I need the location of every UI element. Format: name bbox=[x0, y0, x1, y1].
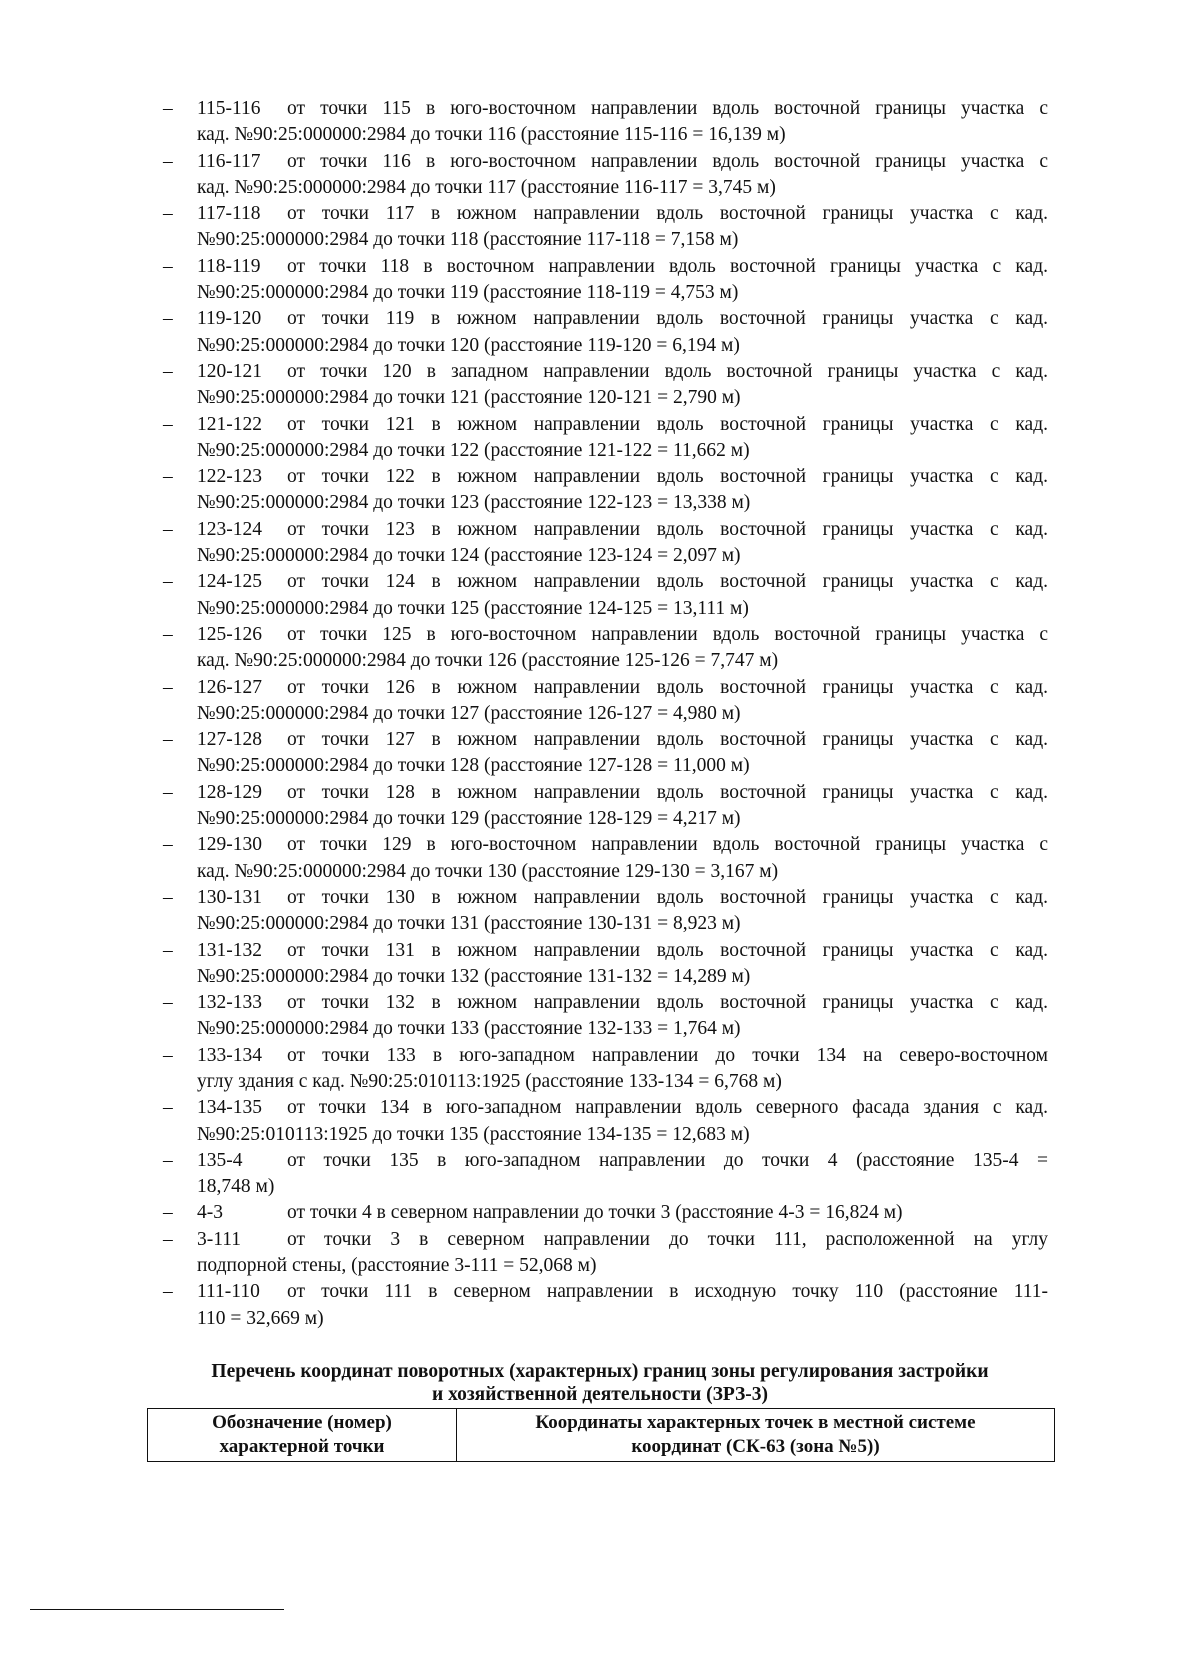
item-line2: №90:25:000000:2984 до точки 131 (расстояние 130-131 = 8,923 м) bbox=[197, 913, 741, 935]
list-dash: – bbox=[163, 781, 173, 803]
list-dash: – bbox=[163, 834, 173, 856]
segment-code: 123-124 bbox=[197, 518, 262, 540]
item-line1 bbox=[197, 1279, 1048, 1305]
list-dash: – bbox=[163, 1149, 173, 1171]
item-line1 bbox=[197, 1227, 1048, 1253]
segment-code: 4-3 bbox=[197, 1202, 223, 1224]
segment-text: от точки 118 в восточном направлении вдоль восточной границы участка с кад. bbox=[287, 255, 1048, 277]
segment-code: 121-122 bbox=[197, 413, 262, 435]
list-dash: – bbox=[163, 623, 173, 645]
item-line2: 110 = 32,669 м) bbox=[197, 1307, 324, 1329]
list-dash: – bbox=[163, 886, 173, 908]
segment-text: от точки 135 в юго-западном направлении до точки 4 (расстояние 135-4 = bbox=[287, 1149, 1048, 1171]
list-item bbox=[163, 832, 1048, 885]
segment-text: от точки 124 в южном направлении вдоль восточной границы участка с кад. bbox=[287, 571, 1048, 593]
segment-text: от точки 131 в южном направлении вдоль восточной границы участка с кад. bbox=[287, 939, 1048, 961]
segment-code: 125-126 bbox=[197, 623, 262, 645]
item-line2: №90:25:000000:2984 до точки 128 (расстояние 127-128 = 11,000 м) bbox=[197, 755, 750, 777]
segment-code: 126-127 bbox=[197, 676, 262, 698]
segment-code: 134-135 bbox=[197, 1097, 262, 1119]
header-point-number bbox=[148, 1409, 457, 1462]
item-line1 bbox=[197, 727, 1048, 753]
segment-code: 118-119 bbox=[197, 255, 261, 277]
item-line1 bbox=[197, 359, 1048, 385]
list-item bbox=[163, 412, 1048, 465]
list-dash: – bbox=[163, 1097, 173, 1119]
item-line1 bbox=[197, 1043, 1048, 1069]
segment-code: 127-128 bbox=[197, 729, 262, 751]
list-item bbox=[163, 254, 1048, 307]
item-line1 bbox=[197, 149, 1048, 175]
item-line2: углу здания с кад. №90:25:010113:1925 (расстояние 133-134 = 6,768 м) bbox=[197, 1070, 782, 1092]
segment-text: от точки 132 в южном направлении вдоль восточной границы участка с кад. bbox=[287, 992, 1048, 1014]
segment-code: 135-4 bbox=[197, 1149, 243, 1171]
table-header-row bbox=[148, 1409, 1055, 1462]
item-line1 bbox=[197, 885, 1048, 911]
list-item bbox=[163, 780, 1048, 833]
list-dash: – bbox=[163, 360, 173, 382]
coordinates-table bbox=[147, 1408, 1055, 1462]
segment-code: 115-116 bbox=[197, 98, 261, 119]
list-item bbox=[163, 938, 1048, 991]
segment-text: от точки 128 в южном направлении вдоль восточной границы участка с кад. bbox=[287, 781, 1048, 803]
item-line2: №90:25:000000:2984 до точки 132 (расстояние 131-132 = 14,289 м) bbox=[197, 965, 751, 987]
list-item bbox=[163, 306, 1048, 359]
segment-text: от точки 130 в южном направлении вдоль восточной границы участка с кад. bbox=[287, 886, 1048, 908]
list-item bbox=[163, 96, 1048, 149]
segment-code: 133-134 bbox=[197, 1044, 262, 1066]
list-item bbox=[163, 1148, 1048, 1201]
segment-code: 122-123 bbox=[197, 466, 262, 488]
item-line2: №90:25:000000:2984 до точки 122 (расстояние 121-122 = 11,662 м) bbox=[197, 439, 750, 461]
segment-text: от точки 126 в южном направлении вдоль восточной границы участка с кад. bbox=[287, 676, 1048, 698]
segment-text: от точки 125 в юго-восточном направлении вдоль восточной границы участка с bbox=[287, 623, 1048, 645]
list-dash: – bbox=[163, 992, 173, 1014]
list-dash: – bbox=[163, 571, 173, 593]
item-line2: №90:25:000000:2984 до точки 123 (расстояние 122-123 = 13,338 м) bbox=[197, 492, 751, 514]
section-title-line1: Перечень координат поворотных (характерных) границ зоны регулирования застройки bbox=[211, 1361, 989, 1382]
header-coordinates bbox=[457, 1409, 1055, 1462]
segment-text: от точки 4 в северном направлении до точки 3 (расстояние 4-3 = 16,824 м) bbox=[287, 1202, 903, 1224]
list-item bbox=[163, 1043, 1048, 1096]
item-line2: №90:25:000000:2984 до точки 124 (расстояние 123-124 = 2,097 м) bbox=[197, 545, 741, 567]
item-line1 bbox=[197, 517, 1048, 543]
list-dash: – bbox=[163, 466, 173, 488]
list-item bbox=[163, 990, 1048, 1043]
segment-text: от точки 123 в южном направлении вдоль восточной границы участка с кад. bbox=[287, 518, 1048, 540]
list-dash: – bbox=[163, 308, 173, 330]
list-item bbox=[163, 464, 1048, 517]
segment-text: от точки 129 в юго-восточном направлении вдоль восточной границы участка с bbox=[287, 834, 1048, 856]
segment-code: 119-120 bbox=[197, 308, 262, 330]
item-line2: №90:25:010113:1925 до точки 135 (расстояние 134-135 = 12,683 м) bbox=[197, 1123, 750, 1145]
segment-text: от точки 134 в юго-западном направлении вдоль северного фасада здания с кад. bbox=[287, 1097, 1048, 1119]
item-line1 bbox=[197, 675, 1048, 701]
segment-code: 130-131 bbox=[197, 886, 262, 908]
segment-code: 129-130 bbox=[197, 834, 262, 856]
item-line1 bbox=[197, 254, 1048, 280]
segment-text: от точки 127 в южном направлении вдоль восточной границы участка с кад. bbox=[287, 729, 1048, 751]
item-line2: №90:25:000000:2984 до точки 125 (расстояние 124-125 = 13,111 м) bbox=[197, 597, 749, 619]
segment-text: от точки 119 в южном направлении вдоль восточной границы участка с кад. bbox=[287, 308, 1048, 330]
list-item bbox=[163, 201, 1048, 254]
list-item bbox=[163, 885, 1048, 938]
segment-text: от точки 122 в южном направлении вдоль восточной границы участка с кад. bbox=[287, 466, 1048, 488]
item-line1 bbox=[197, 412, 1048, 438]
section-title-line2: и хозяйственной деятельности (ЗРЗ-3) bbox=[431, 1384, 769, 1405]
list-dash: – bbox=[163, 203, 173, 225]
segment-text: от точки 117 в южном направлении вдоль восточной границы участка с кад. bbox=[287, 203, 1048, 225]
list-item bbox=[163, 1200, 1048, 1226]
segment-code: 128-129 bbox=[197, 781, 262, 803]
item-line2: кад. №90:25:000000:2984 до точки 130 (расстояние 129-130 = 3,167 м) bbox=[197, 860, 779, 882]
item-line2: №90:25:000000:2984 до точки 129 (расстояние 128-129 = 4,217 м) bbox=[197, 808, 741, 830]
segment-code: 120-121 bbox=[197, 360, 262, 382]
item-line2: №90:25:000000:2984 до точки 119 (расстояние 118-119 = 4,753 м) bbox=[197, 282, 739, 304]
item-line1 bbox=[197, 464, 1048, 490]
segment-text: от точки 120 в западном направлении вдоль восточной границы участка с кад. bbox=[287, 360, 1048, 382]
segment-code: 131-132 bbox=[197, 939, 262, 961]
list-dash: – bbox=[163, 1044, 173, 1066]
item-line2: подпорной стены, (расстояние 3-111 = 52,068 м) bbox=[197, 1255, 597, 1277]
item-line2: №90:25:000000:2984 до точки 121 (расстояние 120-121 = 2,790 м) bbox=[197, 387, 741, 409]
boundary-description-list bbox=[163, 96, 1048, 1332]
list-dash: – bbox=[163, 1281, 173, 1303]
list-dash: – bbox=[163, 729, 173, 751]
list-item bbox=[163, 359, 1048, 412]
list-item bbox=[163, 1227, 1048, 1280]
item-line2: кад. №90:25:000000:2984 до точки 116 (расстояние 115-116 = 16,139 м) bbox=[197, 124, 786, 146]
list-dash: – bbox=[163, 518, 173, 540]
item-line1 bbox=[197, 990, 1048, 1016]
item-line1 bbox=[197, 1095, 1048, 1121]
item-line2: 18,748 м) bbox=[197, 1176, 275, 1198]
item-line1 bbox=[197, 1148, 1048, 1174]
segment-code: 132-133 bbox=[197, 992, 262, 1014]
list-item bbox=[163, 149, 1048, 202]
item-line2: №90:25:000000:2984 до точки 118 (расстояние 117-118 = 7,158 м) bbox=[197, 229, 739, 251]
segment-code: 3-111 bbox=[197, 1228, 242, 1250]
item-line1 bbox=[197, 96, 1048, 122]
list-item bbox=[163, 1279, 1048, 1332]
section-title bbox=[150, 1360, 1050, 1406]
item-line1 bbox=[197, 201, 1048, 227]
segment-text: от точки 133 в юго-западном направлении до точки 134 на северо-восточном bbox=[287, 1044, 1048, 1066]
list-dash: – bbox=[163, 939, 173, 961]
segment-code: 116-117 bbox=[197, 150, 261, 172]
list-item bbox=[163, 622, 1048, 675]
list-dash: – bbox=[163, 98, 173, 119]
item-line2: кад. №90:25:000000:2984 до точки 126 (расстояние 125-126 = 7,747 м) bbox=[197, 650, 779, 672]
segment-code: 117-118 bbox=[197, 203, 261, 225]
item-line1 bbox=[197, 1200, 1048, 1226]
list-dash: – bbox=[163, 255, 173, 277]
item-line1 bbox=[197, 569, 1048, 595]
list-dash: – bbox=[163, 413, 173, 435]
segment-code: 124-125 bbox=[197, 571, 262, 593]
list-dash: – bbox=[163, 1228, 173, 1250]
segment-text: от точки 115 в юго-восточном направлении вдоль восточной границы участка с bbox=[287, 98, 1048, 119]
segment-code: 111-110 bbox=[197, 1281, 260, 1303]
list-item bbox=[163, 675, 1048, 728]
segment-text: от точки 111 в северном направлении в исходную точку 110 (расстояние 111- bbox=[287, 1281, 1048, 1303]
item-line1 bbox=[197, 780, 1048, 806]
item-line2: №90:25:000000:2984 до точки 120 (расстояние 119-120 = 6,194 м) bbox=[197, 334, 740, 356]
item-line1 bbox=[197, 622, 1048, 648]
list-dash: – bbox=[163, 676, 173, 698]
list-item bbox=[163, 517, 1048, 570]
list-dash: – bbox=[163, 1202, 173, 1224]
footnote-separator bbox=[30, 1609, 284, 1610]
item-line2: кад. №90:25:000000:2984 до точки 117 (расстояние 116-117 = 3,745 м) bbox=[197, 176, 776, 198]
item-line1 bbox=[197, 306, 1048, 332]
item-line2: №90:25:000000:2984 до точки 127 (расстояние 126-127 = 4,980 м) bbox=[197, 702, 741, 724]
list-item bbox=[163, 727, 1048, 780]
item-line2: №90:25:000000:2984 до точки 133 (расстояние 132-133 = 1,764 м) bbox=[197, 1018, 741, 1040]
header-line: характерной точки bbox=[219, 1436, 385, 1457]
item-line1 bbox=[197, 938, 1048, 964]
segment-text: от точки 121 в южном направлении вдоль восточной границы участка с кад. bbox=[287, 413, 1048, 435]
header-line: Обозначение (номер) bbox=[212, 1412, 392, 1433]
list-dash: – bbox=[163, 150, 173, 172]
list-item bbox=[163, 569, 1048, 622]
segment-text: от точки 116 в юго-восточном направлении вдоль восточной границы участка с bbox=[287, 150, 1048, 172]
header-line: Координаты характерных точек в местной системе bbox=[535, 1412, 976, 1433]
list-item bbox=[163, 1095, 1048, 1148]
item-line1 bbox=[197, 832, 1048, 858]
segment-text: от точки 3 в северном направлении до точки 111, расположенной на углу bbox=[287, 1228, 1048, 1250]
header-line: координат (СК-63 (зона №5)) bbox=[631, 1436, 880, 1457]
